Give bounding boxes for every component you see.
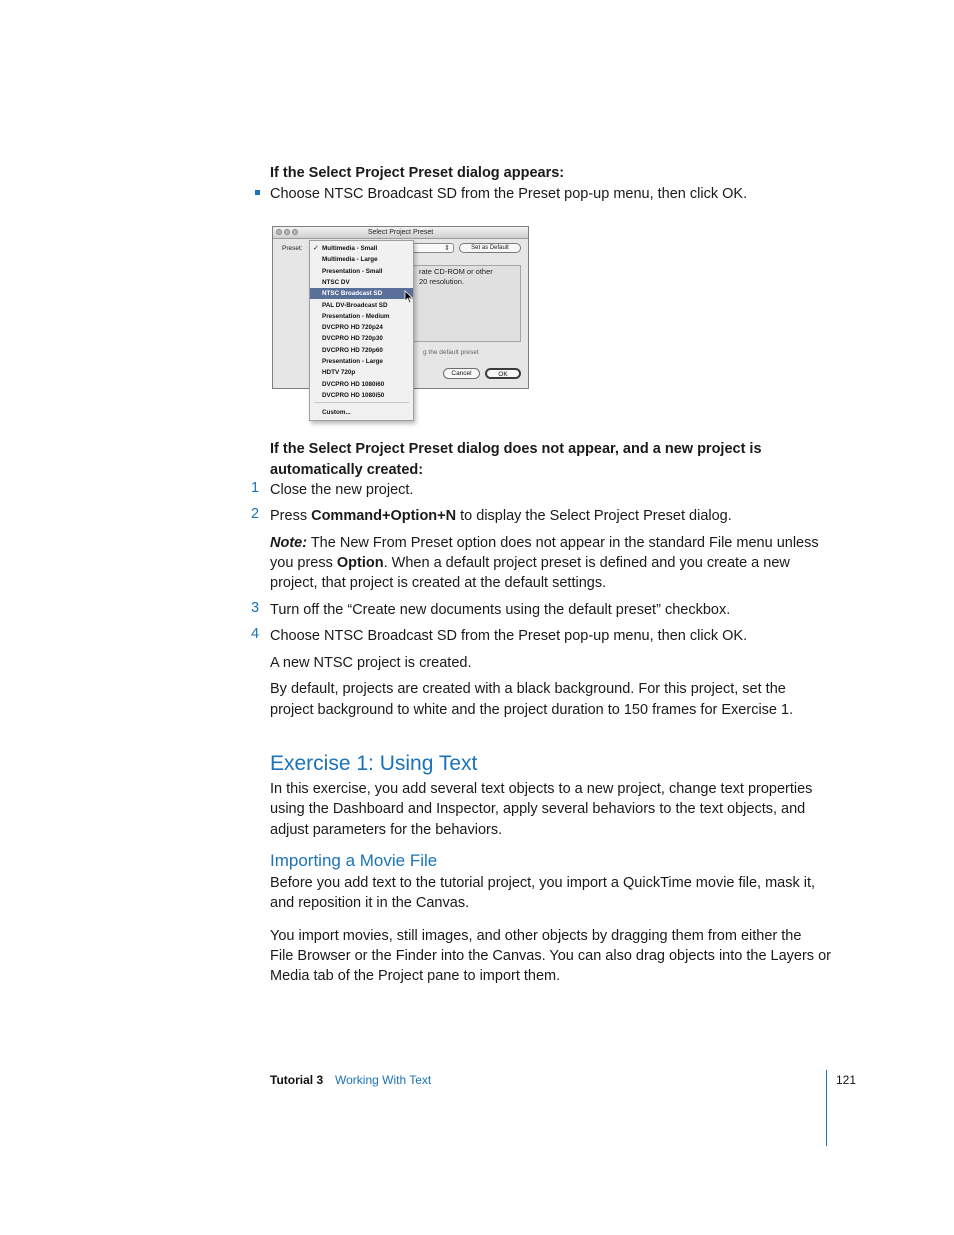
preset-menu-item-label: Presentation - Small bbox=[322, 267, 383, 275]
step-number: 2 bbox=[251, 506, 260, 522]
preset-menu-item-label: Multimedia - Large bbox=[322, 256, 378, 264]
description-line: rate CD-ROM or other bbox=[419, 267, 493, 276]
preset-menu-item-label: NTSC Broadcast SD bbox=[322, 290, 383, 298]
step-text bbox=[270, 506, 732, 527]
footer-chapter: Tutorial 3 bbox=[270, 1073, 324, 1087]
note-line3: project, that project is created at the default settings. bbox=[270, 575, 607, 591]
cancel-button[interactable]: Cancel bbox=[443, 368, 480, 379]
preset-menu-item-label: Custom... bbox=[322, 409, 351, 416]
step-text: Choose NTSC Broadcast SD from the Preset pop-up menu, then click OK. bbox=[270, 628, 748, 644]
preset-menu-item[interactable] bbox=[310, 333, 413, 344]
dialog-titlebar bbox=[273, 227, 528, 239]
preset-menu-item-label: Presentation - Large bbox=[322, 358, 383, 365]
preset-menu-item-label: HDTV 720p bbox=[322, 369, 356, 377]
preset-menu-item-label: DVCPRO HD 720p24 bbox=[322, 324, 383, 332]
preset-menu-item-label: DVCPRO HD 1080i50 bbox=[322, 391, 385, 399]
preset-description-text bbox=[419, 267, 515, 286]
not-appear-heading-line2: automatically created: bbox=[270, 462, 424, 478]
ok-button[interactable]: OK bbox=[485, 368, 521, 379]
preset-menu-item-label: PAL DV-Broadcast SD bbox=[322, 301, 388, 309]
preset-menu-item[interactable] bbox=[310, 345, 413, 356]
import-paragraph2-line1: You import movies, still images, and other objects by dragging them from either the bbox=[270, 928, 802, 944]
preset-appears-step: Choose NTSC Broadcast SD from the Preset pop-up menu, then click OK. bbox=[270, 186, 748, 202]
step-number: 1 bbox=[251, 480, 260, 496]
updown-arrows-icon: ⇕ bbox=[444, 245, 450, 252]
preset-menu-item[interactable] bbox=[310, 266, 413, 277]
set-as-default-button[interactable]: Set as Default bbox=[459, 243, 521, 253]
importing-heading: Importing a Movie File bbox=[270, 851, 438, 870]
preset-menu-item[interactable] bbox=[310, 300, 413, 311]
footer-divider bbox=[826, 1070, 827, 1146]
result-text-line2: project background to white and the project duration to 150 frames for Exercise 1. bbox=[270, 702, 794, 718]
preset-menu-item[interactable] bbox=[310, 277, 413, 288]
preset-menu bbox=[309, 240, 414, 421]
dialog-title: Select Project Preset bbox=[367, 229, 434, 236]
preset-menu-item[interactable] bbox=[310, 322, 413, 333]
option-key: Option bbox=[336, 555, 384, 571]
note-text: you press bbox=[270, 555, 337, 571]
import-paragraph2-line3: Media tab of the Project pane to import them. bbox=[270, 968, 561, 984]
step-number: 4 bbox=[251, 626, 260, 642]
zoom-window-icon bbox=[292, 229, 298, 235]
note-text: The New From Preset option does not appear in the standard File menu unless bbox=[307, 535, 819, 551]
mouse-pointer-icon bbox=[404, 290, 414, 304]
step-text-pre: Press bbox=[270, 508, 312, 524]
preset-menu-item[interactable] bbox=[310, 367, 413, 378]
preset-menu-item[interactable] bbox=[310, 379, 413, 390]
preset-menu-item[interactable] bbox=[310, 311, 413, 322]
preset-label: Preset: bbox=[282, 245, 303, 252]
exercise-paragraph-line2: using the Dashboard and Inspector, apply several behaviors to the text objects, and bbox=[270, 801, 806, 817]
close-window-icon bbox=[276, 229, 282, 235]
note-line2 bbox=[270, 553, 790, 574]
preset-menu-item-label: Presentation - Medium bbox=[322, 312, 390, 320]
preset-menu-item-label: DVCPRO HD 720p30 bbox=[322, 335, 383, 343]
shortcut-keys: Command+Option+N bbox=[311, 508, 457, 524]
exercise-paragraph-line3: adjust parameters for the behaviors. bbox=[270, 822, 503, 838]
note-line1 bbox=[270, 533, 819, 554]
preset-menu-item[interactable] bbox=[310, 288, 413, 299]
preset-menu-item[interactable] bbox=[310, 407, 413, 418]
preset-menu-item[interactable] bbox=[310, 390, 413, 401]
step-text: Turn off the “Create new documents using the default preset” checkbox. bbox=[270, 602, 731, 618]
note-text: . When a default project preset is defined and you create a new bbox=[383, 555, 790, 571]
result-text: A new NTSC project is created. bbox=[270, 655, 472, 671]
preset-menu-item-label: Multimedia - Small bbox=[322, 245, 378, 252]
import-paragraph2-line2: File Browser or the Finder into the Canvas. You can also drag objects into the Layers or bbox=[270, 948, 831, 964]
import-paragraph1-line1: Before you add text to the tutorial project, you import a QuickTime movie file, mask it, bbox=[270, 875, 816, 891]
preset-menu-item[interactable] bbox=[310, 356, 413, 367]
footer-chapter-title: Working With Text bbox=[335, 1073, 432, 1087]
bullet-marker bbox=[255, 190, 260, 195]
window-controls bbox=[276, 229, 298, 235]
not-appear-heading-line1: If the Select Project Preset dialog does not appear, and a new project is bbox=[270, 441, 762, 457]
page-number: 121 bbox=[836, 1073, 857, 1087]
note-label: Note: bbox=[270, 535, 308, 551]
menu-separator bbox=[314, 402, 409, 403]
exercise-paragraph-line1: In this exercise, you add several text objects to a new project, change text properties bbox=[270, 781, 813, 797]
minimize-window-icon bbox=[284, 229, 290, 235]
preset-menu-item[interactable] bbox=[310, 243, 413, 254]
exercise-title: Exercise 1: Using Text bbox=[270, 752, 478, 775]
step-number: 3 bbox=[251, 600, 260, 616]
preset-menu-item-label: NTSC DV bbox=[322, 278, 350, 286]
step-text-post: to display the Select Project Preset dialog. bbox=[456, 508, 732, 524]
preset-menu-item-label: DVCPRO HD 1080i60 bbox=[322, 380, 385, 388]
checkmark-icon: ✓ bbox=[313, 245, 319, 252]
import-paragraph1-line2: and reposition it in the Canvas. bbox=[270, 895, 470, 911]
preset-menu-item[interactable] bbox=[310, 254, 413, 265]
description-line: 20 resolution. bbox=[419, 276, 465, 286]
default-preset-checkbox-label: g the default preset bbox=[423, 349, 479, 356]
preset-menu-item-label: DVCPRO HD 720p60 bbox=[322, 346, 383, 354]
result-text-line1: By default, projects are created with a black background. For this project, set the bbox=[270, 681, 786, 697]
step-text: Close the new project. bbox=[270, 482, 414, 498]
preset-appears-heading: If the Select Project Preset dialog appears: bbox=[270, 165, 565, 181]
